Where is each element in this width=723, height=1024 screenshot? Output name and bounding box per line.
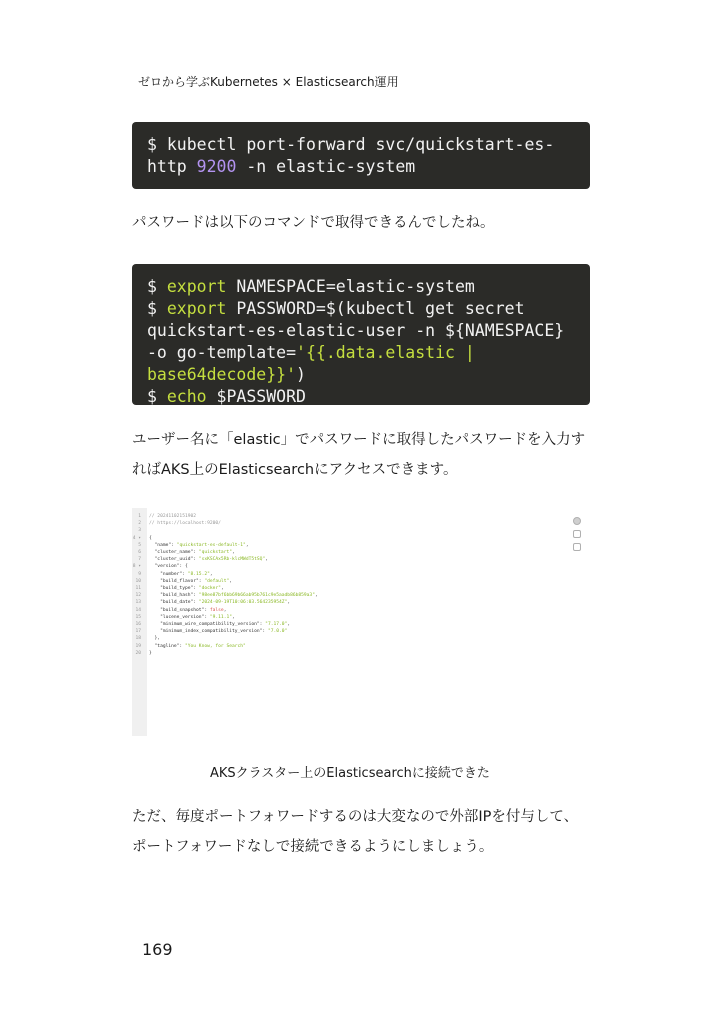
elasticsearch-response-screenshot [132, 508, 592, 736]
code-token: , [314, 593, 318, 599]
code-token: , [229, 578, 233, 584]
code-line [132, 520, 318, 527]
code-token: "version": { [149, 564, 188, 570]
code-token: "9.11.1" [209, 614, 232, 620]
code-token: // https://localhost:9200/ [149, 521, 221, 527]
code-text: $ [147, 277, 167, 296]
code-token: "sxKSCAx5Rb-klcMWdT5tSQ" [198, 557, 266, 563]
code-keyword: echo [166, 387, 207, 405]
line-number: 20 [135, 650, 141, 656]
code-token: "name": [149, 542, 177, 548]
running-header: ゼロから学ぶKubernetes × Elasticsearch運用 [138, 75, 399, 89]
code-port-number: 9200 [196, 157, 237, 176]
code-token: "98ee87bf6bb69b66ab95b761c9e5aadb86b859a3" [198, 593, 315, 599]
code-token: "cluster_name": [149, 550, 199, 556]
code-token: , [245, 542, 249, 548]
code-block-get-password [132, 264, 590, 405]
code-line [132, 549, 318, 556]
line-number: 1 [138, 514, 141, 519]
paragraph-password-intro: パスワードは以下のコマンドで取得できるんでしたね。 [132, 215, 495, 231]
code-line [132, 535, 318, 542]
code-block-port-forward [132, 122, 590, 189]
code-token: "lucene_version": [149, 614, 210, 620]
code-text: NAMESPACE=elastic-system $ [147, 277, 475, 318]
code-token: "minimum_wire_compatibility_version": [149, 622, 266, 628]
code-token: // 20241102151902 [149, 514, 197, 519]
line-number: 2 [138, 521, 141, 527]
code-line [132, 599, 318, 606]
code-line [132, 643, 318, 650]
code-token: "docker" [198, 586, 221, 592]
code-line [132, 527, 318, 534]
code-text: $PASSWORD [206, 387, 306, 405]
code-token: "build_flavor": [149, 578, 205, 584]
code-token: "quickstart-es-default-1" [176, 542, 246, 548]
line-number: 18 [135, 636, 141, 642]
line-number: 17 [135, 629, 141, 635]
code-token: }, [149, 636, 161, 642]
code-line [132, 563, 318, 570]
line-number: 10 [135, 578, 141, 584]
code-token: "7.0.0" [267, 629, 288, 635]
line-number: 13 [135, 600, 141, 606]
page-number: 169 [142, 940, 173, 959]
line-number: 16 [135, 622, 141, 628]
code-line [132, 578, 318, 585]
code-token: , [232, 614, 235, 620]
code-token: "7.17.0" [265, 622, 288, 628]
code-token: , [223, 607, 227, 613]
code-token: , [209, 571, 213, 577]
code-line [132, 571, 318, 578]
line-number: 4 ▾ [132, 535, 141, 541]
line-number: 15 [135, 614, 141, 620]
code-token: "build_date": [149, 600, 199, 606]
code-text: ) $ [147, 365, 306, 405]
line-number: 14 [135, 607, 141, 613]
code-line [132, 556, 318, 563]
code-keyword: export [166, 299, 227, 318]
copy-icon[interactable] [573, 543, 581, 551]
code-line [132, 650, 318, 657]
line-number: 11 [135, 586, 141, 592]
code-token: "build_type": [149, 586, 199, 592]
code-token: , [287, 600, 291, 606]
line-number: 3 [138, 528, 141, 534]
code-line [132, 614, 318, 621]
code-token: "quickstart" [198, 550, 232, 556]
code-token: false [209, 607, 224, 613]
code-token: "2024-09-19T10:06:03.564235954Z" [198, 600, 288, 606]
code-line [132, 635, 318, 642]
line-number: 8 ▾ [132, 564, 141, 570]
code-string: '{{.data.elastic | base64decode}}' [147, 343, 475, 384]
code-token: "build_snapshot": [149, 607, 210, 613]
figure-caption: AKSクラスター上のElasticsearchに接続できた [210, 766, 490, 781]
line-number: 7 [138, 557, 141, 563]
code-line [132, 621, 318, 628]
code-text: PASSWORD=$(kubectl get secret quickstart-es-elastic-user -n ${NAMESPACE} -o go-template= [147, 299, 565, 362]
code-line [132, 542, 318, 549]
line-number: 12 [135, 593, 141, 599]
code-token: { [149, 535, 152, 541]
code-token: "build_hash": [149, 593, 199, 599]
code-token: "default" [204, 578, 230, 584]
raw-view-icon[interactable] [573, 530, 581, 538]
code-token: , [220, 586, 224, 592]
code-token: "number": [149, 571, 188, 577]
code-token: , [287, 622, 291, 628]
code-token: "minimum_index_compatibility_version": [149, 629, 268, 635]
paragraph-login-instructions: ユーザー名に「elastic」でパスワードに取得したパスワードを入力すればAKS上のElasticsearchにアクセスできます。 [132, 432, 586, 478]
code-keyword: export [166, 277, 227, 296]
viewer-toolbar [573, 517, 583, 556]
json-response-lines [132, 513, 318, 657]
code-token: "You Know, for Search" [184, 643, 246, 649]
code-token: "tagline": [149, 643, 185, 649]
settings-icon[interactable] [573, 517, 581, 525]
line-number: 6 [138, 550, 141, 556]
line-number: 19 [135, 643, 141, 649]
code-token: , [232, 550, 235, 556]
line-number: 9 [138, 571, 141, 577]
code-token: , [265, 557, 268, 563]
code-token: } [149, 650, 152, 656]
code-line [132, 513, 318, 520]
paragraph-external-ip: ただ、毎度ポートフォワードするのは大変なので外部IPを付与して、ポートフォワードなしで接続できるようにしましょう。 [132, 809, 579, 855]
code-line [132, 628, 318, 635]
code-line [132, 607, 318, 614]
code-token: "cluster_uuid": [149, 557, 199, 563]
code-line [132, 585, 318, 592]
code-text: $ kubectl port-forward svc/quickstart-es- http [147, 135, 555, 176]
code-text: -n elastic-system [236, 157, 416, 176]
code-line [132, 592, 318, 599]
code-token: "8.15.2" [187, 571, 210, 577]
line-number: 5 [138, 542, 141, 548]
